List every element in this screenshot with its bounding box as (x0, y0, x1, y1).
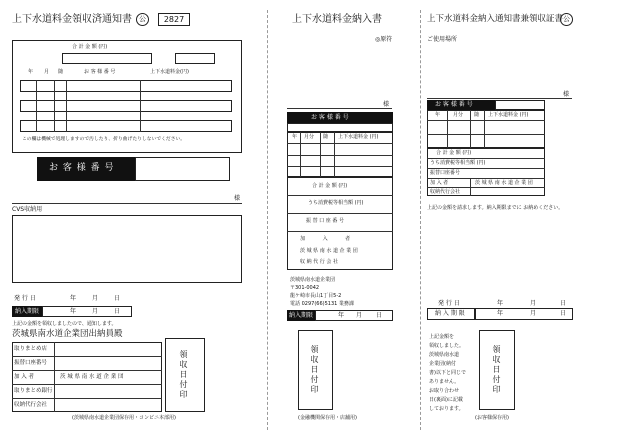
cert-footer: (お客様保存用) (475, 415, 509, 421)
cert-name-underline (427, 98, 572, 99)
col-month: 月 (44, 69, 50, 75)
customer-no-field (135, 157, 230, 181)
row-label-account: 振替口座番号 (14, 360, 48, 366)
cert-note-line: 茨城県南水道 (429, 352, 460, 358)
cert-sum-vline (470, 178, 471, 196)
deadline-year: 年 (70, 308, 77, 315)
total-amount-label: 合 計 金 額 (円) (72, 44, 108, 50)
cert-stamp-label: 領収日付印 (492, 345, 501, 395)
payment-addr-tel: 電話 0297(66)5131 業務課 (290, 301, 354, 307)
receipt-notice-footer: (茨城県南水道企業団保存用・コンビニ本部用) (72, 415, 176, 421)
micr-row-2 (20, 100, 232, 112)
cert-deadline-label: 納 入 期 限 (435, 310, 465, 317)
cvs-label: CVS収納用 (12, 206, 43, 213)
customer-no-label: お 客 様 番 号 (37, 157, 135, 181)
micr-vline (54, 80, 55, 132)
cert-note-line: しております。 (429, 406, 464, 412)
payment-sum-hline (287, 213, 393, 214)
issue-year: 年 (70, 295, 77, 302)
payment-fee-hline (287, 166, 393, 167)
row-label-agent: 収納代行会社 (14, 402, 48, 408)
payment-deadline-label: 納入期限 (287, 310, 315, 321)
row-label-subscriber: 加 入 者 (14, 374, 34, 380)
cert-col-year: 年 (435, 112, 441, 118)
cert-public-mark: 公 (560, 13, 573, 26)
row-label-shop: 取りまとめ店 (14, 346, 48, 352)
payment-footer: (金融機関保存用・店舗用) (298, 415, 357, 421)
cvs-area (12, 215, 242, 283)
perforation-line-2 (420, 10, 421, 430)
cert-sama: 様 (563, 91, 570, 98)
payment-tax-label: うち消費税等相当額 (円) (308, 200, 364, 206)
cert-agent-label: 収納代行会社 (430, 189, 461, 195)
cert-col-period: 随 (474, 112, 480, 118)
payment-account-label: 振 替 口 座 番 号 (306, 218, 344, 224)
receipt-cert-title: 上下水道料金納入通知書兼領収証書 (427, 14, 564, 24)
cert-issue-day: 日 (560, 300, 567, 307)
payment-customer-no-field (287, 123, 393, 132)
payment-fee-vline (300, 132, 301, 177)
payment-name-underline (287, 108, 392, 109)
row-divider (12, 384, 162, 385)
deadline-label: 納入期限 (12, 306, 42, 317)
payment-customer-no-label: お 客 様 番 号 (287, 112, 393, 123)
machine-note: この欄は機械で処理しますので汚したり、折り曲げたりしないでください。 (22, 137, 186, 142)
cert-account-label: 振替口座番号 (430, 170, 461, 176)
row-divider (12, 398, 162, 399)
addressee: 茨城県南水道企業団出納員殿 (12, 329, 123, 339)
payment-fee-vline (320, 132, 321, 177)
received-note: 上記の金額を領収しましたので、通知します。 (12, 321, 117, 327)
cert-notice: 上記の金額を請求します。納入期限までに お納めください。 (427, 205, 564, 211)
payment-fee-hline (287, 143, 393, 144)
cert-deadline-month: 月 (530, 310, 537, 317)
payment-agent-label: 収 納 代 行 会 社 (300, 259, 338, 265)
payment-subscriber-value: 茨 城 県 南 水 道 企 業 団 (300, 248, 358, 254)
micr-vline (66, 80, 67, 132)
payment-col-period: 随 (323, 134, 329, 140)
cert-note-line: 上記金額を (429, 334, 455, 340)
deadline-day: 日 (114, 308, 121, 315)
cert-sum-hline (427, 158, 545, 159)
row-vline (54, 342, 55, 412)
cert-deadline-year: 年 (497, 310, 504, 317)
cert-issue-year: 年 (497, 300, 504, 307)
stamp-label: 領収日付印 (179, 350, 188, 400)
deadline-month: 月 (92, 308, 99, 315)
micr-vline (140, 80, 141, 132)
cert-note-line: 書)以下と同じで (429, 370, 466, 376)
payment-sum-hline (287, 195, 393, 196)
payment-stamp-label: 領収日付印 (310, 345, 319, 395)
micr-vline (36, 80, 37, 132)
row-divider (12, 370, 162, 371)
cert-tax-label: うち消費税等相当額 (円) (430, 160, 486, 166)
cert-col-month: 月分 (453, 112, 464, 118)
cert-fee-vline (447, 110, 448, 148)
col-period: 随 (58, 69, 64, 75)
payment-sama: 様 (383, 101, 390, 108)
cert-sum-hline (427, 178, 545, 179)
payment-fee-hline (287, 155, 393, 156)
cert-fee-vline (470, 110, 471, 148)
micr-row-1 (20, 80, 232, 92)
cert-note-line: 日(裏面)に記載 (429, 397, 463, 403)
slip-number: 2827 (158, 13, 190, 26)
issue-month: 月 (92, 295, 99, 302)
payment-col-year: 年 (292, 134, 298, 140)
usage-location-label: ご使用場所 (427, 36, 458, 43)
micr-row-3 (20, 120, 232, 132)
payment-subscriber-label: 加 入 者 (300, 236, 359, 242)
payment-addr-zip: 〒301-0042 (290, 285, 320, 291)
payment-fee-vline (334, 132, 335, 177)
row-label-bank: 取りまとめ銀行 (14, 388, 53, 394)
cert-customer-no-field (495, 100, 545, 110)
issue-day: 日 (114, 295, 121, 302)
payment-deadline-year: 年 (338, 312, 345, 319)
cert-note-line: 企業団(納付 (429, 361, 456, 367)
payment-deadline-day: 日 (376, 312, 383, 319)
cert-note-line: ありません。 (429, 379, 460, 385)
payment-sum-hline (287, 231, 393, 232)
col-year: 年 (28, 69, 34, 75)
cert-fee-hline (427, 120, 545, 121)
cert-deadline-day: 日 (560, 310, 567, 317)
total-amount-field-2 (175, 53, 215, 64)
payment-deadline-month: 月 (356, 312, 363, 319)
sama-label: 様 (234, 195, 241, 202)
issue-date-label: 発 行 日 (14, 295, 36, 302)
cert-customer-no-label: お 客 様 番 号 (427, 100, 495, 110)
payment-addr-line: 龍ケ崎市長山1丁目5-2 (290, 293, 342, 299)
col-customer-no: お 客 様 番 号 (84, 69, 116, 75)
cert-sum-hline (427, 187, 545, 188)
cert-col-fee: 上下水道料金 (円) (488, 112, 529, 118)
cert-subscriber-label: 加 入 者 (430, 180, 449, 186)
payment-col-fee: 上下水道料金 (円) (338, 134, 379, 140)
cert-subscriber-value: 茨 城 県 南 水 道 企 業 団 (475, 180, 533, 186)
total-amount-field (62, 53, 152, 64)
cert-deadline-field (475, 308, 573, 320)
receipt-notice-title: 上下水道料金領収済通知書 (12, 14, 132, 25)
cert-sum-hline (427, 168, 545, 169)
row-divider (12, 356, 162, 357)
perforation-line-1 (267, 10, 268, 430)
cert-fee-vline (484, 110, 485, 148)
original-mark: ◎原符 (375, 36, 393, 43)
cert-total-label: 合 計 金 額 (円) (436, 150, 472, 156)
payment-addr-org: 茨城県南水道企業団 (290, 277, 336, 283)
col-fee: 上下水道料金(円) (150, 69, 189, 75)
name-underline (12, 203, 242, 204)
cert-note-line: お取り合わせ (429, 388, 460, 394)
payment-col-month: 月分 (304, 134, 315, 140)
cert-issue-date-label: 発 行 日 (438, 300, 460, 307)
cert-fee-hline (427, 134, 545, 135)
cert-issue-month: 月 (530, 300, 537, 307)
cert-note-line: 領収しました。 (429, 343, 465, 349)
row-value-subscriber: 茨 城 県 南 水 道 企 業 団 (60, 374, 124, 380)
public-mark: 公 (136, 13, 149, 26)
payment-slip-title: 上下水道料金納入書 (292, 14, 382, 25)
payment-total-label: 合 計 金 額 (円) (312, 183, 348, 189)
